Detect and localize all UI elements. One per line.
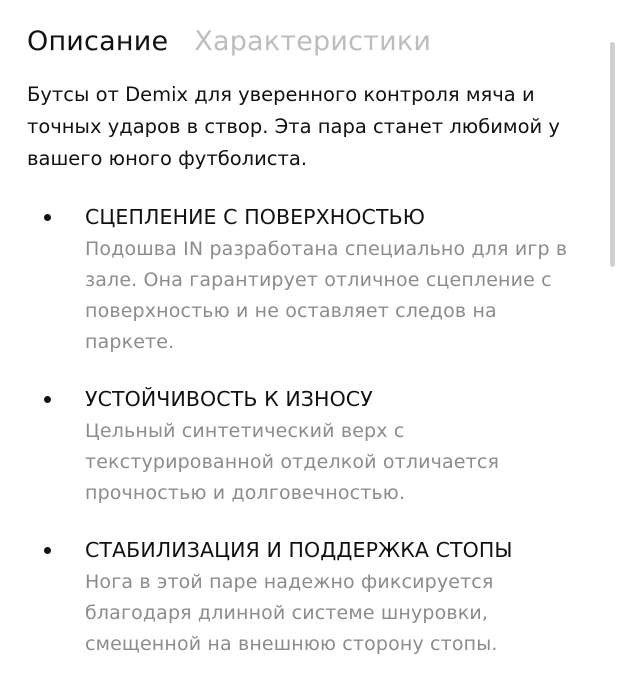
feature-item — [0, 200, 610, 358]
bullet-icon — [44, 396, 51, 403]
tab-bar — [27, 22, 431, 62]
bullet-icon — [44, 214, 51, 221]
feature-title: УСТОЙЧИВОСТЬ К ИЗНОСУ — [85, 387, 373, 411]
feature-text: Нога в этой паре надежно фиксируется благодаря длинной системе шнуровки, смещенной на внешнюю сторону стопы. — [85, 571, 498, 655]
scrollbar[interactable] — [610, 42, 615, 267]
tab-characteristics[interactable]: Характеристики — [194, 26, 432, 57]
feature-text: Подошва IN разработана специально для игр в зале. Она гарантирует отличное сцепление с поверхностью и не оставляет следов на паркете. — [85, 238, 568, 353]
feature-title: СЦЕПЛЕНИЕ С ПОВЕРХНОСТЬЮ — [85, 205, 425, 229]
tab-description[interactable]: Описание — [27, 26, 169, 57]
feature-text: Цельный синтетический верх с текстурированной отделкой отличается прочностью и долговечностью. — [85, 420, 500, 504]
product-description: Бутсы от Demix для уверенного контроля мяча и точных ударов в створ. Эта пара станет любимой у вашего юного футболиста. — [27, 83, 560, 170]
feature-title: СТАБИЛИЗАЦИЯ И ПОДДЕРЖКА СТОПЫ — [85, 538, 513, 562]
feature-item — [0, 533, 610, 660]
feature-list — [0, 200, 610, 684]
feature-item — [0, 382, 610, 509]
bullet-icon — [44, 547, 51, 554]
